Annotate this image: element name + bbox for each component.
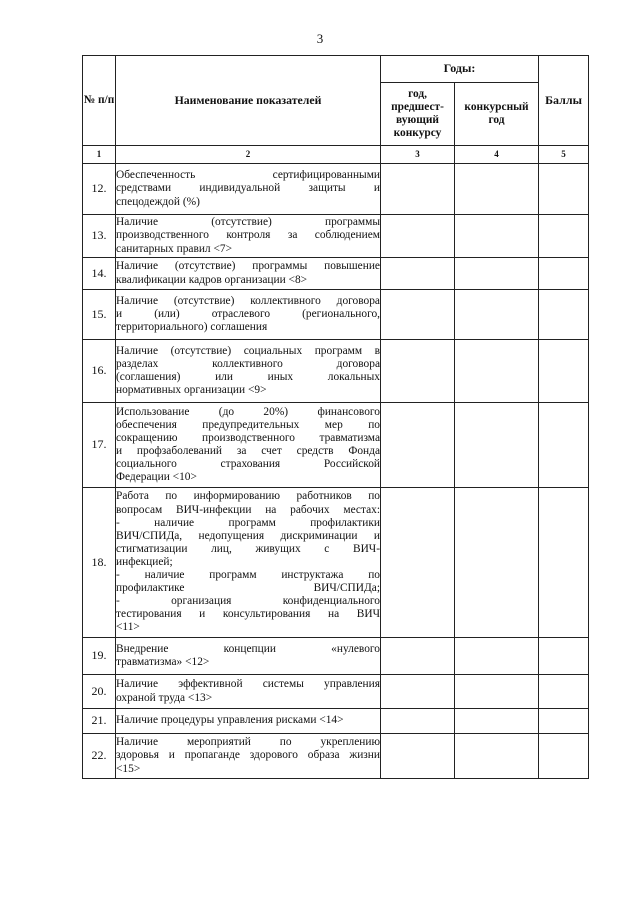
competition-year-cell [455, 709, 539, 734]
prev-year-cell [381, 638, 455, 675]
row-indicator-name [116, 340, 381, 403]
indicators-table [82, 55, 589, 779]
row-indicator-name [116, 164, 381, 215]
table-row [83, 164, 589, 215]
table-row [83, 215, 589, 258]
indicator-text-line: сокращению производственного травматизма [116, 431, 380, 444]
row-number: 21. [83, 709, 116, 734]
score-cell [539, 709, 589, 734]
row-indicator-name [116, 258, 381, 290]
score-cell [539, 403, 589, 488]
competition-year-cell [455, 488, 539, 638]
competition-year-cell [455, 638, 539, 675]
row-number: 20. [83, 675, 116, 709]
prev-year-cell [381, 403, 455, 488]
score-cell [539, 258, 589, 290]
indicator-text-line: средствами индивидуальной защиты и [116, 182, 380, 195]
indicator-text-line: и профзаболеваний за счет средств Фонда [116, 445, 380, 457]
indicator-text-line: Наличие (отсутствие) программы повышение [116, 260, 380, 273]
indicator-text-line: Наличие процедуры управления рисками <14> [116, 714, 344, 727]
indicator-text-line: Наличие (отсутствие) социальных программ в [116, 344, 380, 357]
competition-year-cell [455, 734, 539, 779]
row-indicator-name [116, 290, 381, 340]
indicator-text-line: (соглашения) или иных локальных [116, 371, 380, 383]
indicator-text-line: охраной труда <13> [116, 691, 213, 704]
row-number: 16. [83, 340, 116, 403]
row-indicator-name [116, 638, 381, 675]
header-years: Годы: [381, 56, 539, 83]
row-number: 12. [83, 164, 116, 215]
indicator-text-line: территориального) соглашения [116, 321, 268, 334]
indicator-text-line: Наличие мероприятий по укреплению [116, 736, 380, 749]
row-indicator-name [116, 709, 381, 734]
score-cell [539, 638, 589, 675]
prev-year-cell [381, 340, 455, 403]
indicator-text-line: разделах коллективного договора [116, 357, 380, 370]
row-number: 13. [83, 215, 116, 258]
indicator-text-line: санитарных правил <7> [116, 242, 232, 255]
column-number: 3 [381, 146, 455, 164]
column-number: 1 [83, 146, 116, 164]
header-prev-year: год, предшест- вующий конкурсу [381, 83, 455, 146]
score-cell [539, 488, 589, 638]
indicator-text-line: обеспечения предупредительных мер по [116, 418, 380, 431]
prev-year-cell [381, 675, 455, 709]
table-row [83, 340, 589, 403]
indicator-text-line: производственного контроля за соблюдением [116, 229, 380, 242]
row-indicator-name [116, 488, 381, 638]
indicator-text-line: Использование (до 20%) финансового [116, 405, 380, 418]
score-cell [539, 164, 589, 215]
row-number: 18. [83, 488, 116, 638]
row-number: 14. [83, 258, 116, 290]
indicator-text-line: Наличие (отсутствие) коллективного договора [116, 294, 380, 307]
row-number: 17. [83, 403, 116, 488]
row-number: 15. [83, 290, 116, 340]
competition-year-cell [455, 403, 539, 488]
header-score: Баллы [539, 56, 589, 146]
indicator-text-line: Федерации <10> [116, 471, 197, 484]
row-indicator-name [116, 734, 381, 779]
score-cell [539, 340, 589, 403]
table-row [83, 638, 589, 675]
row-indicator-name [116, 403, 381, 488]
indicator-text-line: стигматизации лиц, живущих с ВИЧ- [116, 542, 380, 555]
indicator-text-line: Наличие эффективной системы управления [116, 678, 380, 691]
table-body [83, 164, 589, 779]
indicator-text-line: и (или) отраслевого (регионального, [116, 307, 380, 320]
indicator-text-line: травматизма» <12> [116, 656, 210, 668]
prev-year-cell [381, 488, 455, 638]
indicator-text-line: Внедрение концепции «нулевого [116, 642, 380, 655]
indicator-text-line: - наличие программ инструктажа по [116, 569, 380, 582]
indicator-text-line: профилактике ВИЧ/СПИДа; [116, 582, 380, 595]
prev-year-cell [381, 258, 455, 290]
indicator-text-line: здоровья и пропаганде здорового образа жизни [116, 749, 380, 762]
table-row [83, 258, 589, 290]
score-cell [539, 675, 589, 709]
competition-year-cell [455, 290, 539, 340]
header-name: Наименование показателей [116, 56, 381, 146]
score-cell [539, 215, 589, 258]
table-row [83, 403, 589, 488]
indicator-text-line: ВИЧ/СПИДа, недопущения дискриминации и [116, 529, 380, 542]
indicator-text-line: Наличие (отсутствие) программы [116, 216, 380, 229]
row-indicator-name [116, 675, 381, 709]
indicator-text-line: вопросам ВИЧ-инфекции на рабочих местах: [116, 503, 380, 516]
header-num: № п/п [83, 56, 116, 146]
indicator-text-line: <15> [116, 762, 141, 775]
row-number: 22. [83, 734, 116, 779]
column-number: 5 [539, 146, 589, 164]
score-cell [539, 290, 589, 340]
indicator-text-line: нормативных организации <9> [116, 384, 267, 397]
prev-year-cell [381, 290, 455, 340]
table-row [83, 675, 589, 709]
score-cell [539, 734, 589, 779]
header-competition-year: конкурсный год [455, 83, 539, 146]
indicator-text-line: инфекцией; [116, 555, 173, 568]
indicator-text-line: Работа по информированию работников по [116, 490, 380, 503]
indicator-text-line: - организация конфиденциального [116, 595, 380, 608]
page-number: 3 [316, 31, 324, 46]
prev-year-cell [381, 734, 455, 779]
column-number: 4 [455, 146, 539, 164]
column-number: 2 [116, 146, 381, 164]
row-number: 19. [83, 638, 116, 675]
table-row [83, 488, 589, 638]
indicator-text-line: Обеспеченность сертифицированными [116, 169, 380, 182]
competition-year-cell [455, 164, 539, 215]
table-row [83, 290, 589, 340]
prev-year-cell [381, 709, 455, 734]
column-numbers-row [83, 146, 589, 164]
indicator-text-line: тестирования и консультирования на ВИЧ [116, 608, 380, 621]
indicator-text-line: спецодеждой (%) [116, 195, 200, 208]
competition-year-cell [455, 340, 539, 403]
indicator-text-line: - наличие программ профилактики [116, 516, 380, 529]
prev-year-cell [381, 215, 455, 258]
table-row [83, 734, 589, 779]
competition-year-cell [455, 675, 539, 709]
table-row [83, 709, 589, 734]
competition-year-cell [455, 215, 539, 258]
row-indicator-name [116, 215, 381, 258]
indicator-text-line: квалификации кадров организации <8> [116, 273, 308, 286]
competition-year-cell [455, 258, 539, 290]
indicator-text-line: <11> [116, 621, 140, 634]
prev-year-cell [381, 164, 455, 215]
indicator-text-line: социального страхования Российской [116, 458, 380, 471]
